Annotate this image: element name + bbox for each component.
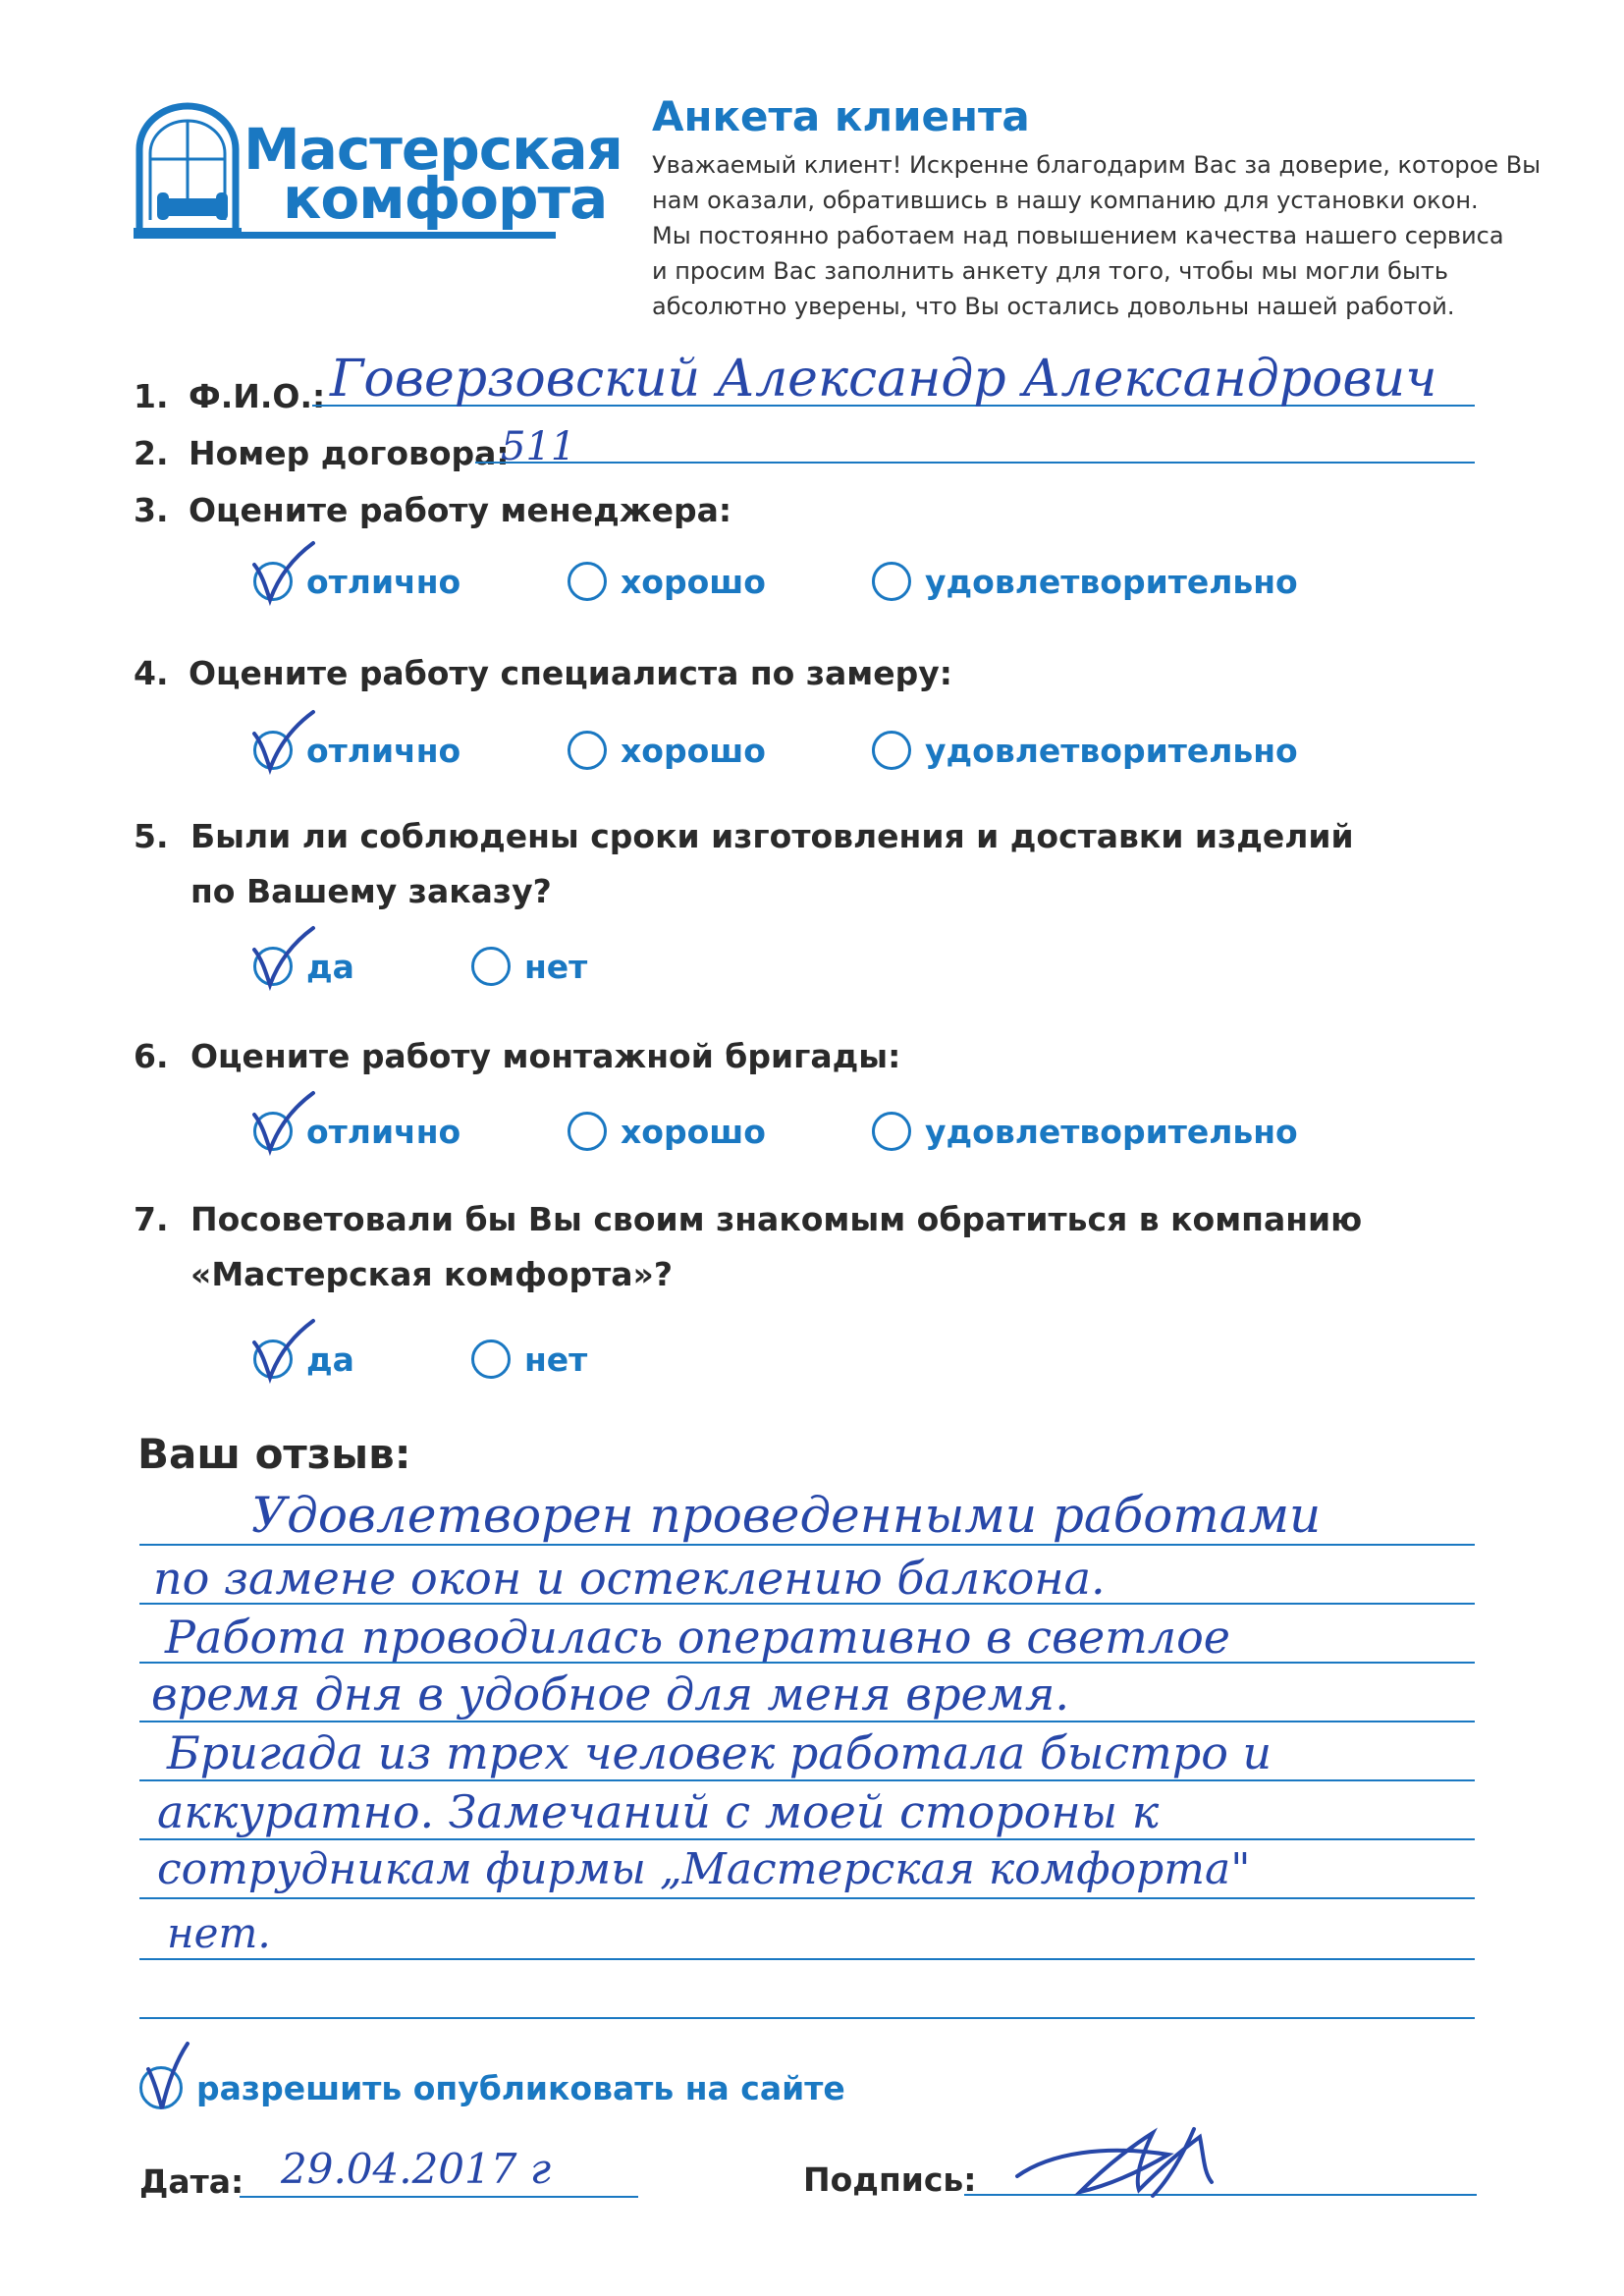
option-label: нет xyxy=(524,947,588,986)
review-text-line: Бригада из трех человек работала быстро и xyxy=(167,1726,1272,1779)
option-label: да xyxy=(306,1339,354,1379)
option-label: удовлетворительно xyxy=(925,731,1298,770)
review-line xyxy=(139,1838,1475,1840)
radio-circle-icon[interactable] xyxy=(568,562,607,601)
fio-field[interactable]: Говерзовский Александр Александрович xyxy=(330,350,1437,409)
review-text-line: Удовлетворен проведенными работами xyxy=(251,1487,1322,1544)
company-logo xyxy=(134,102,623,240)
logo-underline xyxy=(134,232,556,239)
checkmark-icon xyxy=(248,924,319,995)
q6-option-good[interactable] xyxy=(568,1112,766,1151)
option-label: отлично xyxy=(306,562,461,601)
review-line xyxy=(139,1779,1475,1781)
radio-circle-icon[interactable] xyxy=(253,1339,293,1379)
option-label: удовлетворительно xyxy=(925,1112,1298,1151)
date-field[interactable]: 29.04.2017 г xyxy=(281,2145,552,2193)
radio-circle-icon[interactable] xyxy=(253,947,293,986)
checkbox-circle-icon[interactable] xyxy=(139,2066,183,2109)
q1-number: 1. xyxy=(134,377,169,415)
checkmark-icon xyxy=(248,539,319,610)
radio-circle-icon[interactable] xyxy=(872,731,911,770)
contract-field-line xyxy=(475,462,1475,464)
review-line xyxy=(139,1544,1475,1546)
intro-line: и просим Вас заполнить анкету для того, чтобы мы могли быть xyxy=(652,257,1449,285)
option-label: хорошо xyxy=(621,731,766,770)
review-text-line: нет. xyxy=(167,1909,271,1957)
q6-number: 6. xyxy=(134,1037,169,1075)
radio-circle-icon[interactable] xyxy=(471,947,511,986)
review-line xyxy=(139,1958,1475,1960)
q7-option-yes[interactable] xyxy=(253,1339,354,1379)
logo-text-line1: Мастерская xyxy=(244,116,623,183)
intro-line: абсолютно уверены, что Вы остались довольны нашей работой. xyxy=(652,293,1455,320)
review-text-line: аккуратно. Замечаний с моей стороны к xyxy=(157,1785,1160,1838)
option-label: отлично xyxy=(306,1112,461,1151)
review-line xyxy=(139,1897,1475,1899)
intro-line: Уважаемый клиент! Искренне благодарим Вас за доверие, которое Вы xyxy=(652,151,1542,179)
q7-label-line1: Посоветовали бы Вы своим знакомым обратиться в компанию xyxy=(190,1200,1363,1238)
signature-mark[interactable] xyxy=(1011,2123,1267,2202)
publish-consent-label: разрешить опубликовать на сайте xyxy=(196,2068,845,2107)
q3-option-good[interactable] xyxy=(568,562,766,601)
q3-option-satisfactory[interactable] xyxy=(872,562,1298,601)
q3-label: Оцените работу менеджера: xyxy=(189,491,732,529)
review-text-line: по замене окон и остеклению балкона. xyxy=(153,1552,1106,1605)
q7-label-line2: «Мастерская комфорта»? xyxy=(190,1255,673,1293)
review-text-line: время дня в удобное для меня время. xyxy=(151,1667,1069,1721)
option-label: нет xyxy=(524,1339,588,1379)
radio-circle-icon[interactable] xyxy=(253,1112,293,1151)
publish-consent-checkbox[interactable] xyxy=(139,2066,845,2109)
checkmark-icon xyxy=(248,1089,319,1160)
q5-option-yes[interactable] xyxy=(253,947,354,986)
radio-circle-icon[interactable] xyxy=(872,562,911,601)
review-line xyxy=(139,2017,1475,2019)
review-title: Ваш отзыв: xyxy=(137,1430,411,1478)
contract-number-field[interactable]: 511 xyxy=(501,424,576,469)
checkmark-icon xyxy=(140,2036,211,2114)
radio-circle-icon[interactable] xyxy=(253,562,293,601)
q6-option-satisfactory[interactable] xyxy=(872,1112,1298,1151)
review-text-line: сотрудникам фирмы „Мастерская комфорта" xyxy=(157,1844,1251,1894)
q3-number: 3. xyxy=(134,491,169,529)
q4-option-satisfactory[interactable] xyxy=(872,731,1298,770)
contract-label: Номер договора: xyxy=(189,434,510,472)
q5-number: 5. xyxy=(134,817,169,855)
review-line xyxy=(139,1721,1475,1722)
checkmark-icon xyxy=(248,1317,319,1388)
fio-label: Ф.И.О.: xyxy=(189,377,326,415)
option-label: хорошо xyxy=(621,562,766,601)
q5-label-line2: по Вашему заказу? xyxy=(190,872,552,910)
radio-circle-icon[interactable] xyxy=(253,731,293,770)
q4-label: Оцените работу специалиста по замеру: xyxy=(189,654,952,692)
q4-option-good[interactable] xyxy=(568,731,766,770)
checkmark-icon xyxy=(248,708,319,779)
option-label: да xyxy=(306,947,354,986)
q4-number: 4. xyxy=(134,654,169,692)
q4-option-excellent[interactable] xyxy=(253,731,460,770)
radio-circle-icon[interactable] xyxy=(471,1339,511,1379)
option-label: хорошо xyxy=(621,1112,766,1151)
option-label: отлично xyxy=(306,731,461,770)
q7-number: 7. xyxy=(134,1200,169,1238)
intro-line: Мы постоянно работаем над повышением качества нашего сервиса xyxy=(652,222,1504,249)
logo-text-line2: комфорта xyxy=(283,165,608,232)
date-label: Дата: xyxy=(139,2162,244,2201)
form-title: Анкета клиента xyxy=(652,92,1030,140)
q6-option-excellent[interactable] xyxy=(253,1112,460,1151)
window-armchair-logo-icon xyxy=(134,102,242,240)
intro-line: нам оказали, обратившись в нашу компанию для установки окон. xyxy=(652,187,1479,214)
q6-label: Оцените работу монтажной бригады: xyxy=(190,1037,901,1075)
date-field-line xyxy=(240,2196,638,2198)
review-text-line: Работа проводилась оперативно в светлое xyxy=(165,1611,1230,1664)
q7-option-no[interactable] xyxy=(471,1339,587,1379)
q2-number: 2. xyxy=(134,434,169,472)
q5-option-no[interactable] xyxy=(471,947,587,986)
q5-label-line1: Были ли соблюдены сроки изготовления и доставки изделий xyxy=(190,817,1354,855)
q3-option-excellent[interactable] xyxy=(253,562,460,601)
radio-circle-icon[interactable] xyxy=(568,731,607,770)
signature-label: Подпись: xyxy=(803,2160,977,2199)
option-label: удовлетворительно xyxy=(925,562,1298,601)
radio-circle-icon[interactable] xyxy=(568,1112,607,1151)
radio-circle-icon[interactable] xyxy=(872,1112,911,1151)
